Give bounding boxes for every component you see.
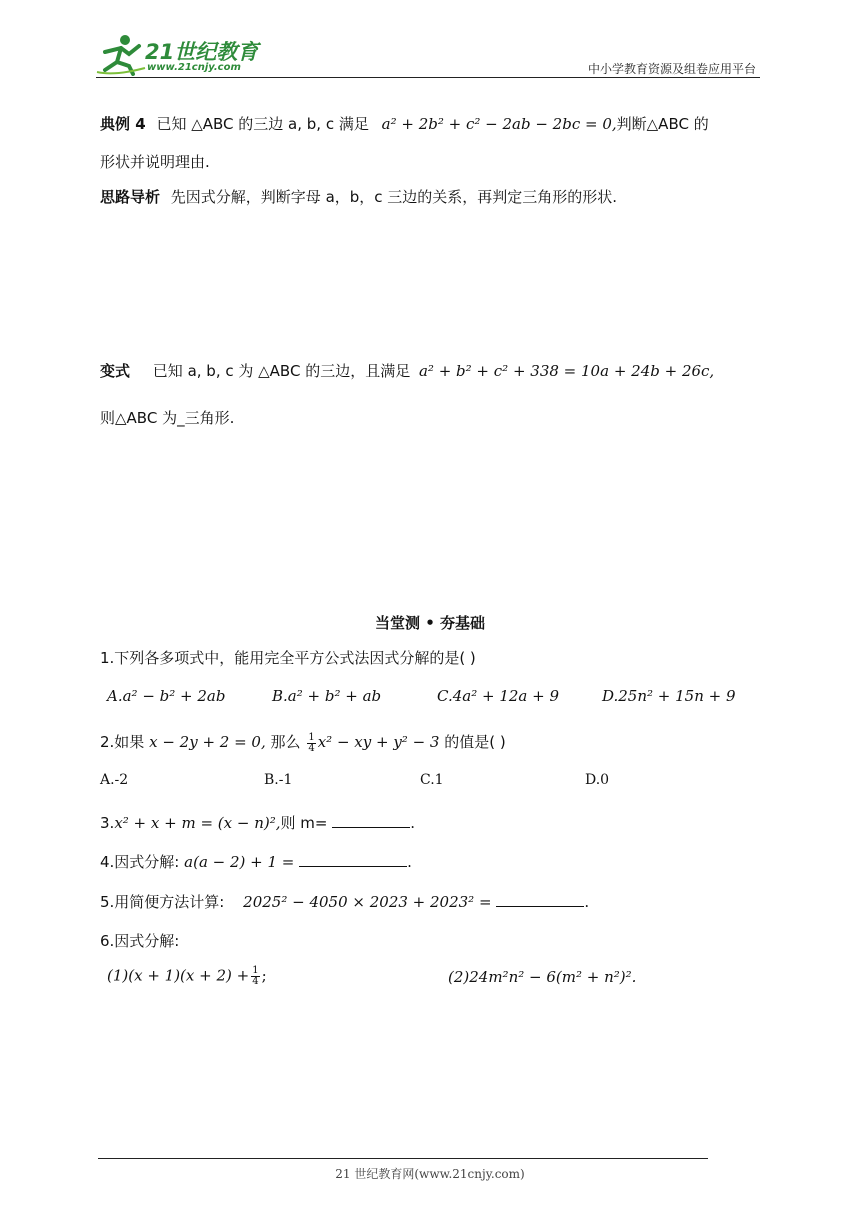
example4-line2: 形状并说明理由. bbox=[100, 153, 210, 171]
q2-fraction bbox=[307, 733, 315, 754]
section-title: 当堂测 • 夯基础 bbox=[374, 614, 486, 632]
footer-text: 21 世纪教育网(www.21cnjy.com) bbox=[335, 1167, 525, 1181]
guide-text: 先因式分解，判断字母 a，b，c 三边的关系，再判定三角形的形状. bbox=[170, 188, 618, 206]
q4-line bbox=[100, 851, 412, 872]
example4-text2: 判断△ABC 的 bbox=[616, 115, 709, 133]
q2-tail: 的值是( ) bbox=[444, 733, 506, 751]
q1-option-c: C.4a² + 12a + 9 bbox=[437, 687, 559, 705]
q2-frac-num: 1 bbox=[308, 731, 315, 743]
example4-text1: 已知 △ABC 的三边 a, b, c 满足 bbox=[156, 115, 369, 133]
variant-line2: 则△ABC 为_三角形. bbox=[100, 409, 235, 427]
q2-option-c: C.1 bbox=[420, 772, 444, 788]
q2-then: 那么 bbox=[270, 733, 301, 751]
q4-lead: 4.因式分解: bbox=[100, 853, 180, 871]
q2-condition: x − 2y + 2 = 0, bbox=[149, 733, 266, 751]
q5-lead: 5.用简便方法计算: bbox=[100, 893, 225, 911]
q3-equation: x² + x + m = (x − n)², bbox=[114, 814, 281, 832]
q1-option-b: B.a² + b² + ab bbox=[272, 687, 382, 705]
q6-frac-num: 1 bbox=[252, 965, 259, 976]
logo-url: www.21cnjy.com bbox=[147, 62, 241, 73]
q3-line bbox=[100, 812, 415, 833]
q2-expression: x² − xy + y² − 3 bbox=[317, 733, 440, 751]
header-divider bbox=[96, 77, 760, 78]
variant-line1 bbox=[100, 360, 714, 381]
q4-end: . bbox=[407, 853, 412, 871]
q5-expression: 2025² − 4050 × 2023 + 2023² = bbox=[243, 893, 492, 911]
logo bbox=[95, 32, 260, 76]
variant-text1: 已知 a, b, c 为 △ABC 的三边，且满足 bbox=[152, 362, 411, 380]
q6-part1-fraction bbox=[251, 966, 259, 987]
q3-end: . bbox=[410, 814, 416, 832]
guide-line bbox=[100, 186, 617, 207]
example4-label: 典例 4 bbox=[100, 115, 146, 133]
q2-option-b: B.-1 bbox=[264, 772, 293, 788]
q5-answer-blank[interactable] bbox=[496, 892, 584, 907]
variant-equation: a² + b² + c² + 338 = 10a + 24b + 26c, bbox=[418, 362, 715, 380]
q3-tail: 则 m= bbox=[280, 814, 328, 832]
site-tagline: 中小学教育资源及组卷应用平台 bbox=[587, 62, 756, 76]
example4-line1 bbox=[100, 113, 709, 134]
q6-part1-end: ; bbox=[261, 966, 267, 985]
q1-stem: 1.下列各多项式中，能用完全平方公式法因式分解的是( ) bbox=[100, 649, 476, 667]
q6-part1-expr: (1)(x + 1)(x + 2) + bbox=[107, 966, 250, 985]
logo-text: 21世纪教育 bbox=[145, 40, 259, 64]
example4-equation: a² + 2b² + c² − 2ab − 2bc = 0, bbox=[381, 115, 617, 133]
q6-part1 bbox=[107, 966, 267, 987]
q3-lead: 3. bbox=[100, 814, 115, 832]
q2-stem bbox=[100, 731, 506, 754]
q2-option-d: D.0 bbox=[585, 772, 610, 788]
q4-expression: a(a − 2) + 1 = bbox=[184, 853, 295, 871]
q2-option-a: A.-2 bbox=[100, 772, 129, 788]
guide-label: 思路导析 bbox=[100, 188, 161, 206]
q3-answer-blank[interactable] bbox=[332, 813, 410, 828]
q2-lead: 2.如果 bbox=[100, 733, 145, 751]
variant-label: 变式 bbox=[100, 362, 131, 380]
runner-logo-icon bbox=[95, 32, 147, 76]
q6-part2: (2)24m²n² − 6(m² + n²)². bbox=[448, 968, 637, 986]
q1-option-a: A.a² − b² + 2ab bbox=[107, 687, 226, 705]
q5-line bbox=[100, 891, 589, 912]
q1-option-d: D.25n² + 15n + 9 bbox=[602, 687, 736, 705]
q6-frac-den: 4 bbox=[252, 976, 259, 987]
q6-stem: 6.因式分解: bbox=[100, 932, 180, 950]
q2-frac-den: 4 bbox=[308, 742, 315, 754]
footer-divider bbox=[98, 1158, 708, 1159]
q4-answer-blank[interactable] bbox=[299, 852, 407, 867]
q5-end: . bbox=[584, 893, 590, 911]
